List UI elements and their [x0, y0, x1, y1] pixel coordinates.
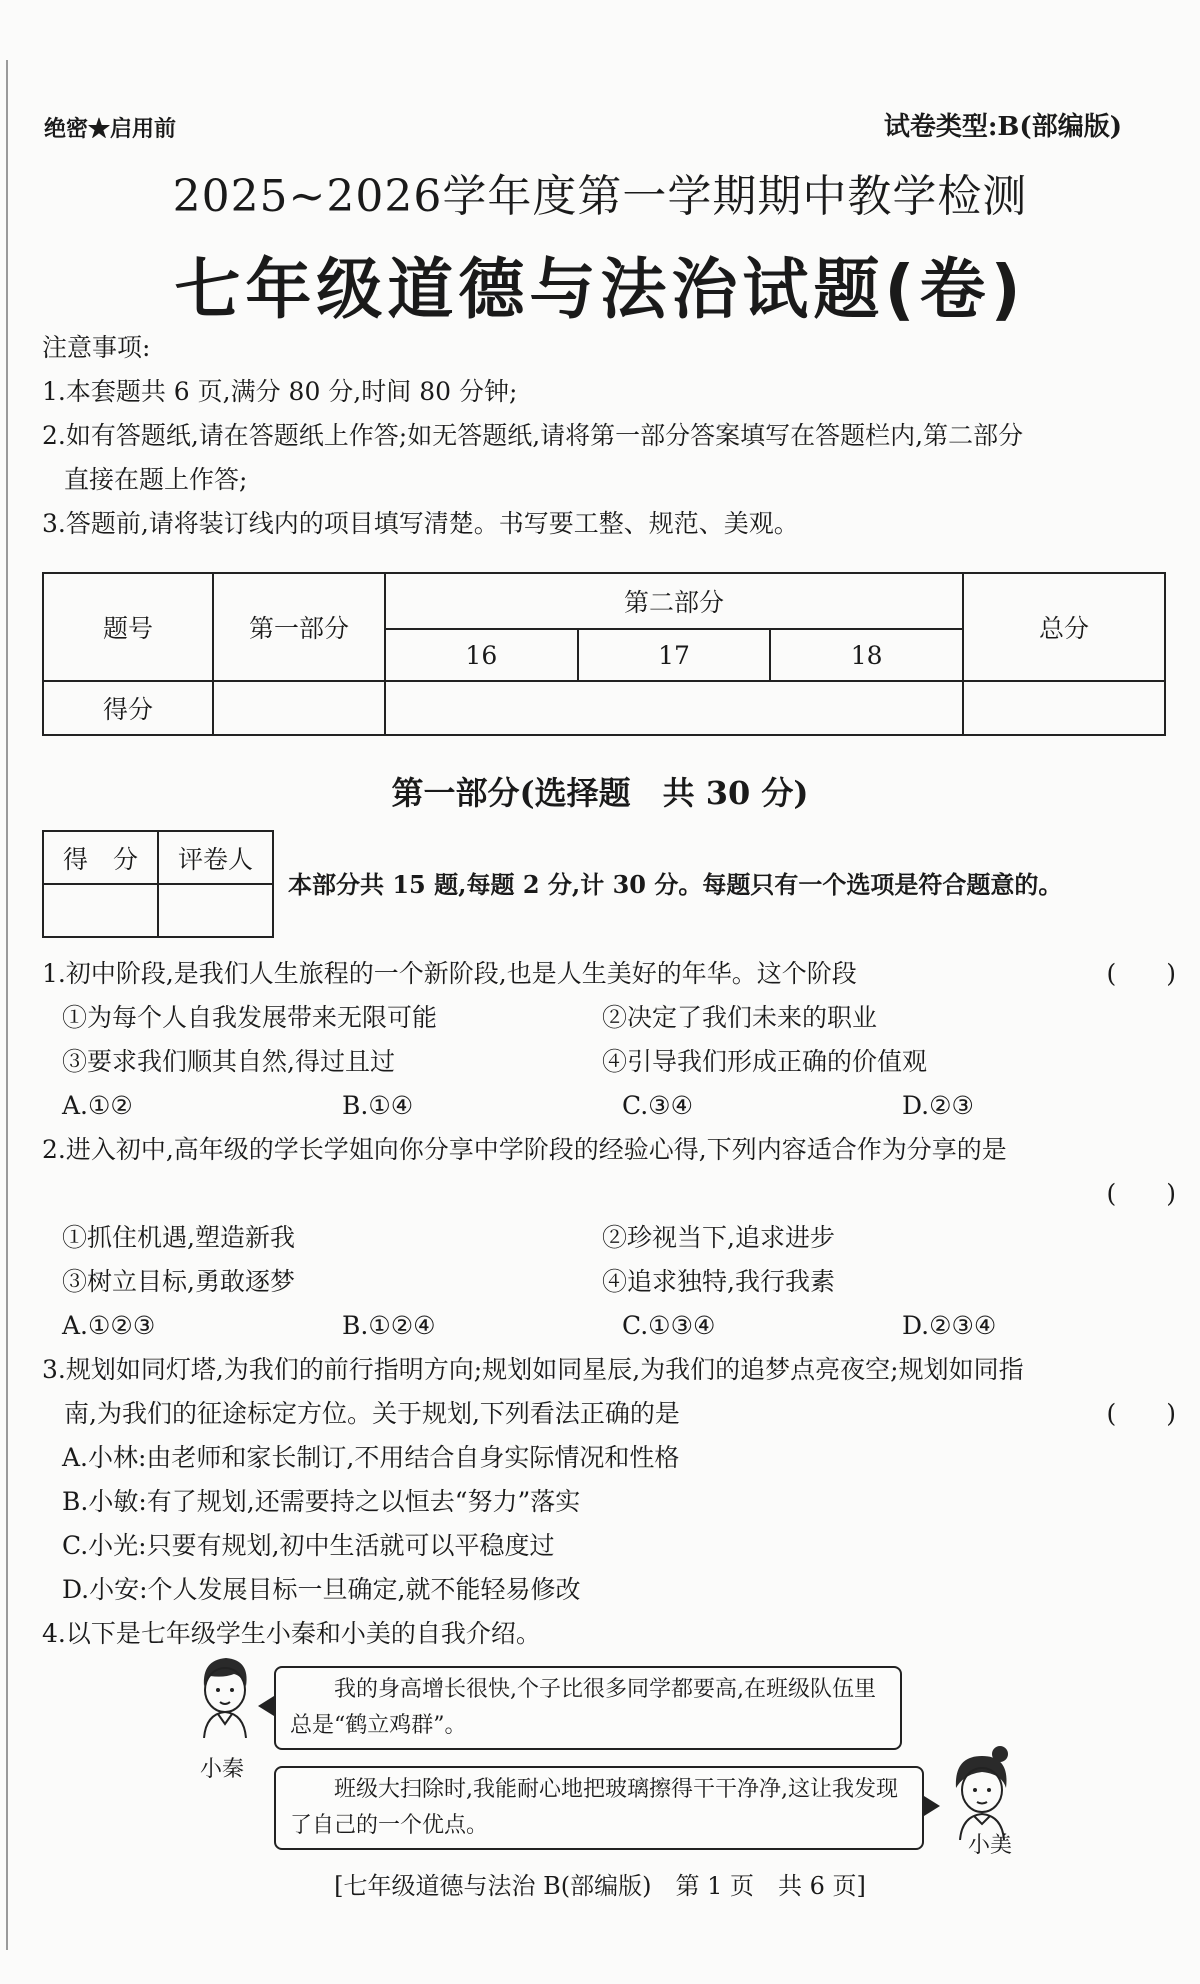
q4-stem [42, 1612, 1176, 1656]
q2-stem-text: 2.进入初中,高年级的学长学姐向你分享中学阶段的经验心得,下列内容适合作为分享的是 [42, 1135, 1007, 1164]
q1-statement-1: ①为每个人自我发展带来无限可能 [62, 1003, 438, 1032]
note-item-3: 3.答题前,请将装订线内的项目填写清楚。书写要工整、规范、美观。 [42, 509, 799, 538]
score-col-total: 总分 [963, 573, 1165, 681]
q2-bracket-row [42, 1172, 1176, 1216]
score-cell-part2[interactable] [385, 681, 963, 735]
grader-score-cell[interactable] [43, 884, 158, 937]
q1-option-c[interactable]: C.③④ [622, 1091, 694, 1120]
q1-statements-row1 [42, 996, 1176, 1040]
q2-options [42, 1304, 1176, 1348]
score-sub-16: 16 [385, 629, 578, 681]
binding-line [6, 60, 8, 1950]
page-footer: [七年级道德与法治 B(部编版) 第 1 页 共 6 页] [334, 1872, 866, 1900]
score-sub-17: 17 [578, 629, 771, 681]
q2-statements-row2 [42, 1260, 1176, 1304]
q3-option-b[interactable]: B.小敏:有了规划,还需要持之以恒去“努力”落实 [62, 1487, 581, 1516]
q2-option-b[interactable]: B.①②④ [342, 1311, 436, 1340]
q2-stem [42, 1128, 1176, 1172]
q3-option-c[interactable]: C.小光:只要有规划,初中生活就可以平稳度过 [62, 1531, 555, 1560]
q2-statement-1: ①抓住机遇,塑造新我 [62, 1223, 295, 1252]
q1-option-b[interactable]: B.①④ [342, 1091, 414, 1120]
boy-name: 小秦 [200, 1757, 245, 1782]
paper-type-label: 试卷类型:B(部编版) [883, 112, 1122, 142]
speech-bubble-girl [274, 1766, 924, 1850]
questions [42, 952, 1176, 1656]
q2-statement-3: ③树立目标,勇敢逐梦 [62, 1267, 295, 1296]
note-item-2b: 直接在题上作答; [64, 465, 248, 494]
score-cell-part1[interactable] [213, 681, 385, 735]
q4-stem-text: 4.以下是七年级学生小秦和小美的自我介绍。 [42, 1619, 541, 1648]
girl-avatar-icon [942, 1744, 1022, 1840]
girl-name: 小美 [968, 1833, 1013, 1858]
grader-score-label: 得 分 [43, 831, 158, 884]
score-sub-18: 18 [770, 629, 963, 681]
q2-statement-2: ②珍视当下,追求进步 [602, 1223, 835, 1252]
grader-person-label: 评卷人 [158, 831, 273, 884]
score-col-title: 题号 [43, 573, 213, 681]
q2-statements-row1 [42, 1216, 1176, 1260]
q1-option-a[interactable]: A.①② [62, 1091, 133, 1120]
q3-stem-line1 [42, 1348, 1176, 1392]
q3-stem-line2 [42, 1392, 1176, 1436]
q2-option-a[interactable]: A.①②③ [62, 1311, 156, 1340]
q2-option-c[interactable]: C.①③④ [622, 1311, 716, 1340]
q2-answer-bracket[interactable]: ( ) [1106, 1179, 1176, 1208]
q1-stem-text: 1.初中阶段,是我们人生旅程的一个新阶段,也是人生美好的年华。这个阶段 [42, 959, 857, 988]
grader-table [42, 830, 274, 938]
main-title: 七年级道德与法治试题(卷) [174, 251, 1026, 328]
q3-stem-text-1: 3.规划如同灯塔,为我们的前行指明方向;规划如同星辰,为我们的追梦点亮夜空;规划如同指 [42, 1355, 1024, 1384]
note-item-1: 1.本套题共 6 页,满分 80 分,时间 80 分钟; [42, 377, 518, 406]
score-row-label: 得分 [43, 681, 213, 735]
q1-stem [42, 952, 1176, 996]
q1-statement-4: ④引导我们形成正确的价值观 [602, 1047, 928, 1076]
q4-comic [190, 1652, 1040, 1862]
q1-statements-row2 [42, 1040, 1176, 1084]
secret-label: 绝密★启用前 [44, 116, 177, 142]
q2-statement-4: ④追求独特,我行我素 [602, 1267, 835, 1296]
notes-heading: 注意事项: [42, 333, 151, 362]
exam-title: 2025~2026学年度第一学期期中教学检测 [172, 171, 1028, 222]
grader-person-cell[interactable] [158, 884, 273, 937]
bubble-boy-text: 我的身高增长很快,个子比很多同学都要高,在班级队伍里总是“鹤立鸡群”。 [290, 1677, 876, 1738]
q3-answer-bracket[interactable]: ( ) [1106, 1399, 1176, 1428]
bubble-girl-text: 班级大扫除时,我能耐心地把玻璃擦得干干净净,这让我发现了自己的一个优点。 [290, 1777, 898, 1838]
score-cell-total[interactable] [963, 681, 1165, 735]
note-item-2a: 2.如有答题纸,请在答题纸上作答;如无答题纸,请将第一部分答案填写在答题栏内,第二部分 [42, 421, 1024, 450]
q1-option-d[interactable]: D.②③ [902, 1091, 974, 1120]
score-col-part1: 第一部分 [213, 573, 385, 681]
bubble2-tail [924, 1796, 940, 1816]
q2-option-d[interactable]: D.②③④ [902, 1311, 997, 1340]
speech-bubble-boy [274, 1666, 902, 1750]
q1-statement-2: ②决定了我们未来的职业 [602, 1003, 878, 1032]
q3-stem-text-2: 南,为我们的征途标定方位。关于规划,下列看法正确的是 [64, 1399, 680, 1428]
score-table [42, 572, 1166, 736]
q1-options [42, 1084, 1176, 1128]
score-col-part2: 第二部分 [385, 573, 963, 629]
q3-option-d[interactable]: D.小安:个人发展目标一旦确定,就不能轻易修改 [62, 1575, 581, 1604]
bubble1-tail [258, 1696, 274, 1716]
notes-section [42, 326, 1182, 546]
q3-option-a[interactable]: A.小林:由老师和家长制订,不用结合自身实际情况和性格 [62, 1443, 680, 1472]
section1-instruction: 本部分共 15 题,每题 2 分,计 30 分。每题只有一个选项是符合题意的。 [288, 870, 1063, 899]
q1-statement-3: ③要求我们顺其自然,得过且过 [62, 1047, 395, 1076]
section1-heading: 第一部分(选择题 共 30 分) [391, 774, 809, 812]
boy-avatar-icon [190, 1652, 260, 1738]
q1-answer-bracket[interactable]: ( ) [1106, 959, 1176, 988]
